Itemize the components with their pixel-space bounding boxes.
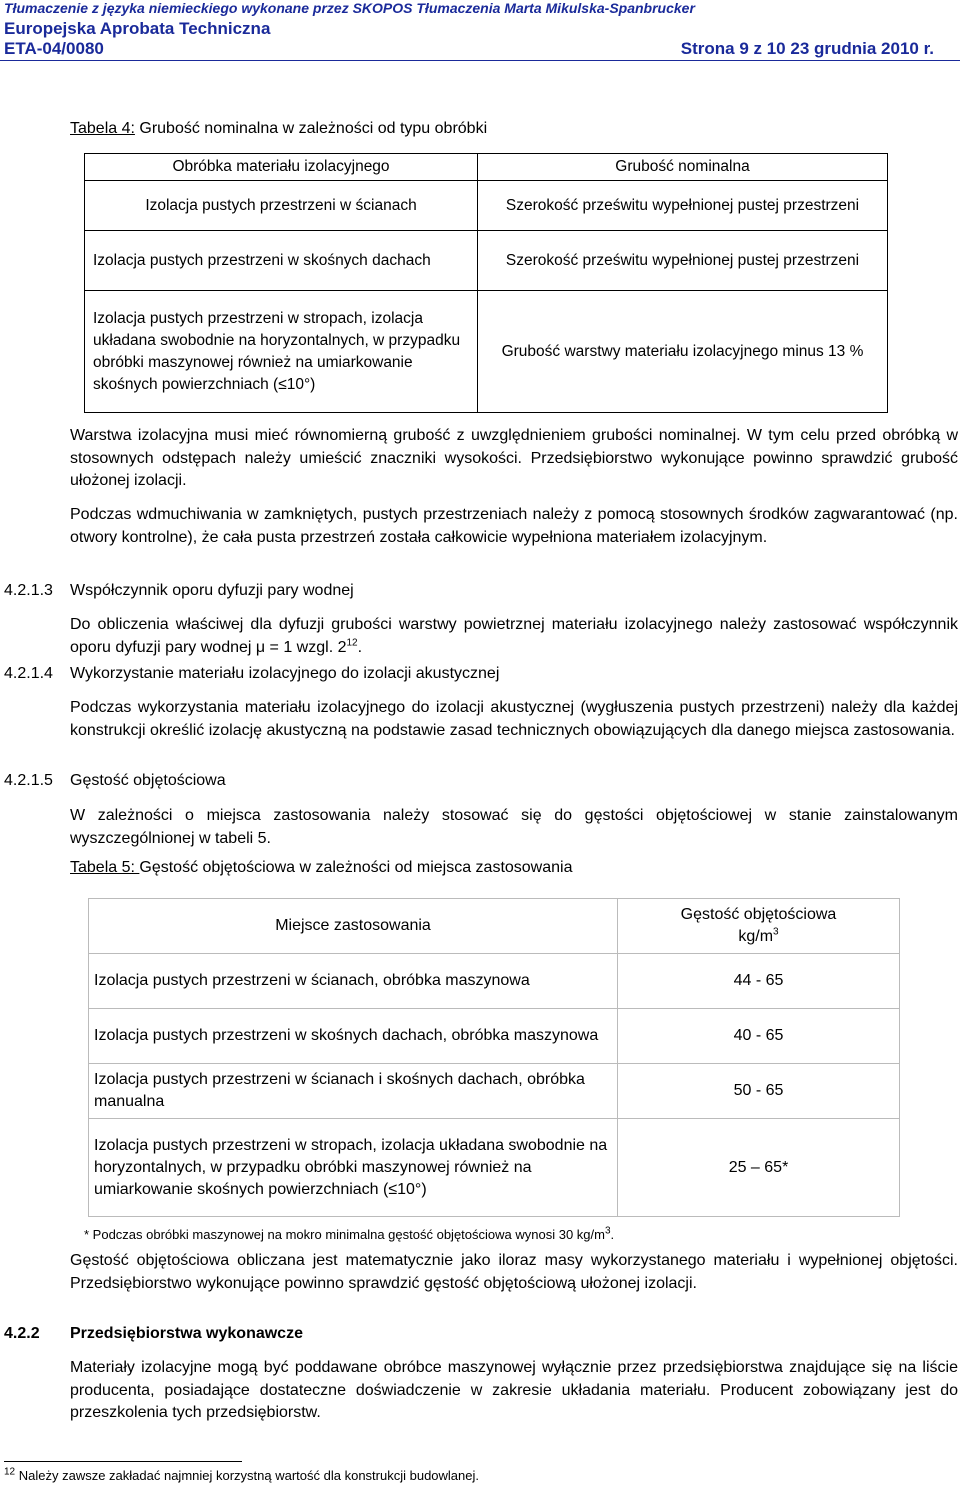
table-header-cell: Obróbka materiału izolacyjnego: [85, 154, 478, 181]
table5-caption-text: Gęstość objętościowa w zależności od miejsca zastosowania: [139, 859, 573, 876]
section-number: 4.2.2: [4, 1325, 40, 1342]
table-row: [89, 954, 900, 1009]
page-indicator: Strona 9 z 10 23 grudnia 2010 r.: [680, 39, 934, 58]
paragraph: Podczas wdmuchiwania w zamkniętych, pustych przestrzeniach należy z pomocą stosownych środków zagwarantować (np. otwory kontrolne), że cała pusta przestrzeń została całkowicie wypełniona materiałem izolacyjnym.: [70, 506, 958, 546]
table5-caption: [70, 859, 572, 877]
footnote-number: 12: [4, 1466, 16, 1478]
table-cell: Izolacja pustych przestrzeni w stropach, izolacja układana swobodnie na horyzontalnych, w przypadku obróbki maszynowej również na umiarkowanie skośnych powierzchniach (≤10°): [85, 291, 478, 413]
table-cell: Izolacja pustych przestrzeni w stropach, izolacja układana swobodnie na horyzontalnych, w przypadku obróbki maszynowej również na umiarkowanie skośnych powierzchniach (≤10°): [89, 1119, 618, 1217]
note-exponent: 3: [604, 1225, 611, 1237]
section-title: Przedsiębiorstwa wykonawcze: [70, 1325, 303, 1342]
header-divider: [0, 60, 960, 61]
table-row: [85, 291, 888, 413]
footnote-divider: [4, 1461, 242, 1462]
section-title: Współczynnik oporu dyfuzji pary wodnej: [70, 582, 354, 599]
table-header-cell: Miejsce zastosowania: [89, 899, 618, 954]
table-cell: Izolacja pustych przestrzeni w skośnych dachach, obróbka maszynowa: [89, 1009, 618, 1064]
table-header-row: [89, 899, 900, 954]
table-cell: Grubość warstwy materiału izolacyjnego minus 13 %: [478, 291, 888, 413]
table-row: [85, 231, 888, 291]
table4: [84, 153, 888, 413]
document-title: Europejska Aprobata Techniczna: [4, 19, 271, 38]
note-end: .: [610, 1227, 615, 1242]
table4-caption-label: Tabela 4:: [70, 120, 135, 137]
table-header-row: [85, 154, 888, 181]
translation-note: Tłumaczenie z języka niemieckiego wykonane przez SKOPOS Tłumaczenia Marta Mikulska-Spanbrucker: [4, 0, 695, 16]
note-text: * Podczas obróbki maszynowej na mokro minimalna gęstość objętościowa wynosi 30 kg/m: [84, 1227, 605, 1242]
table-row: [89, 1009, 900, 1064]
paragraph: Warstwa izolacyjna musi mieć równomierną grubość z uwzględnieniem grubości nominalnej. W tym celu przed obróbką w stosownych odstępach należy umieścić znaczniki wysokości. Przedsiębiorstwo wykonujące powinno sprawdzić grubość ułożonej izolacji.: [70, 427, 958, 489]
table5-note: [84, 1227, 614, 1242]
table-cell: Szerokość prześwitu wypełnionej pustej przestrzeni: [478, 231, 888, 291]
header-unit: kg/m: [738, 928, 774, 945]
paragraph: Podczas wykorzystania materiału izolacyjnego do izolacji akustycznej (wygłuszenia pustych przestrzeni) należy dla każdej konstrukcji określić izolację akustyczną na podstawie zasad technicznych obowiązujących dla danego miejsca zastosowania.: [70, 699, 958, 739]
paragraph-text-end: .: [357, 638, 363, 656]
table-cell: Izolacja pustych przestrzeni w skośnych dachach: [85, 231, 478, 291]
table-header-cell: [618, 899, 900, 954]
footnote-text: Należy zawsze zakładać najmniej korzystną wartość dla konstrukcji budowlanej.: [15, 1468, 479, 1483]
paragraph-text: Do obliczenia właściwej dla dyfuzji grubości warstwy powietrznej materiału izolacyjnego należy zastosować współczynnik oporu dyfuzji pary wodnej μ = 1 wzgl. 2: [70, 616, 958, 656]
paragraph: Gęstość objętościowa obliczana jest matematycznie jako iloraz masy wykorzystanego materiału i wypełnionej objętości. Przedsiębiorstwo wykonujące powinno sprawdzić gęstość objętościową ułożonej izolacji.: [70, 1252, 958, 1292]
table-cell: 40 - 65: [618, 1009, 900, 1064]
paragraph: W zależności o miejsca zastosowania należy stosować się do gęstości objętościowej w stanie zainstalowanym wyszczególnionej w tabeli 5.: [70, 807, 958, 847]
table-cell: Izolacja pustych przestrzeni w ścianach, obróbka maszynowa: [89, 954, 618, 1009]
footnote-ref: 12: [346, 637, 358, 649]
header-line: Gęstość objętościowa: [680, 906, 837, 923]
table-row: [85, 181, 888, 231]
table-cell: 25 – 65*: [618, 1119, 900, 1217]
document-id: ETA-04/0080: [4, 39, 104, 58]
table5-caption-label: Tabela 5:: [70, 859, 140, 876]
table-row: [89, 1064, 900, 1119]
paragraph: [70, 614, 958, 659]
table5: [88, 898, 900, 1217]
footnote: [4, 1468, 479, 1483]
section-title: Gęstość objętościowa: [70, 772, 226, 789]
unit-exponent: 3: [773, 926, 779, 938]
table-row: [89, 1119, 900, 1217]
section-title: Wykorzystanie materiału izolacyjnego do izolacji akustycznej: [70, 665, 500, 682]
table4-caption: [70, 120, 487, 138]
table4-caption-text: Grubość nominalna w zależności od typu obróbki: [134, 120, 488, 137]
table-header-cell: Grubość nominalna: [478, 154, 888, 181]
section-number: 4.2.1.3: [4, 582, 53, 599]
table-cell: Izolacja pustych przestrzeni w ścianach: [85, 181, 478, 231]
paragraph: Materiały izolacyjne mogą być poddawane obróbce maszynowej wyłącznie przez przedsiębiorstwa znajdujące się na liście producenta, posiadające dostateczne doświadczenie w zakresie układania materiału. Producent zobowiązany jest do przeszkolenia tych przedsiębiorstw.: [70, 1359, 958, 1421]
section-number: 4.2.1.4: [4, 665, 53, 682]
table-cell: 44 - 65: [618, 954, 900, 1009]
table-cell: Izolacja pustych przestrzeni w ścianach i skośnych dachach, obróbka manualna: [89, 1064, 618, 1119]
section-number: 4.2.1.5: [4, 772, 53, 789]
table-cell: Szerokość prześwitu wypełnionej pustej przestrzeni: [478, 181, 888, 231]
table-cell: 50 - 65: [618, 1064, 900, 1119]
